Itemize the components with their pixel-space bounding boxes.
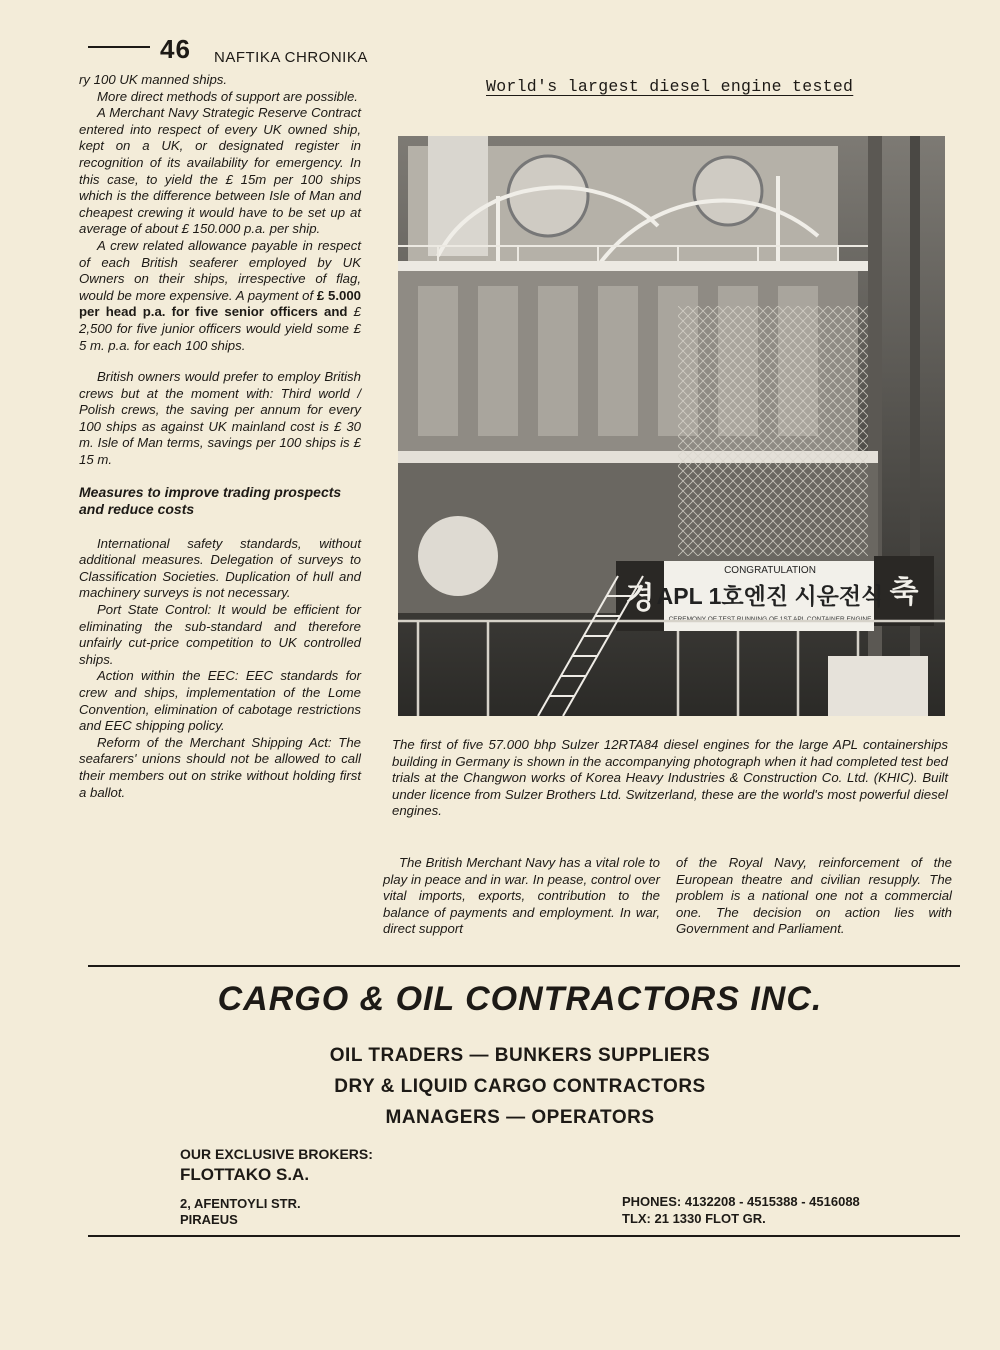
paragraph: British owners would prefer to employ British crews but at the moment with: Third world / Polish crews, the saving per annum for every 100 ships as against UK mainland cost is £ 30 m. Isle of Man terms, savings per 100 ships is £ 15 m.	[79, 369, 361, 468]
paragraph: A Merchant Navy Strategic Reserve Contract entered into respect of every UK owned ship, kept on a UK, or designated register in recognition of its availability for emergency. In this case, to yield the £ 15m per 100 ships which is the difference between Isle of Man and cheapest crewing it would have to be set up at average of about £ 150.000 p.a. per ship.	[79, 105, 361, 237]
paragraph-text: A crew related allowance payable in respect of each British seaferer employed by UK Owners on their ships, irrespective of flag, would be more expensive. A payment of	[79, 237, 361, 303]
left-article-column	[79, 72, 361, 801]
ad-address-line: 2, AFENTOYLI STR.	[180, 1196, 301, 1211]
story-headline-text: World's largest diesel engine tested	[486, 77, 854, 96]
ad-service-line: OIL TRADERS — BUNKERS SUPPLIERS	[329, 1045, 711, 1066]
ad-bottom-rule	[88, 1235, 960, 1237]
paragraph: Reform of the Merchant Shipping Act: The seafarers' unions should not be allowed to call their members out on strike without holding first a ballot.	[79, 734, 361, 800]
banner-left-char: 경	[625, 582, 655, 615]
safety-net	[678, 306, 868, 556]
banner-right-char: 축	[889, 576, 919, 609]
ad-telex: TLX: 21 1330 FLOT GR.	[622, 1211, 766, 1226]
upper-walkway	[398, 261, 868, 271]
control-cabinet	[828, 656, 928, 716]
ad-broker-name: FLOTTAKO S.A.	[180, 1165, 310, 1184]
banner-top-text: CONGRATULATION	[724, 565, 816, 576]
ad-address-city: PIRAEUS	[180, 1212, 238, 1227]
ad-service-line: MANAGERS — OPERATORS	[385, 1107, 655, 1128]
story-column-left: The British Merchant Navy has a vital role to play in peace and in war. In pease, control over vital imports, exports, contribution to the balance of payments and employment. In war, direct support	[383, 855, 660, 937]
bold-text: £ 5.000 per head p.a. for five senior officers and	[79, 287, 361, 320]
turbocharger-housing	[694, 157, 762, 225]
paragraph	[79, 238, 361, 354]
hall-column	[910, 136, 920, 716]
ad-service-line: DRY & LIQUID CARGO CONTRACTORS	[334, 1076, 706, 1097]
paragraph: International safety standards, without additional measures. Delegation of surveys to Classification Societies. Duplication of hull and machinery surveys is not necessary.	[79, 535, 361, 601]
page-number: 46	[160, 34, 191, 64]
paragraph: More direct methods of support are possible.	[97, 88, 358, 104]
ad-phones: PHONES: 4132208 - 4515388 - 4516088	[622, 1194, 860, 1209]
paragraph: Port State Control: It would be efficient for eliminating the sub-standard and therefore unfairly cut-price competition to UK controlled ships.	[79, 602, 361, 667]
paragraph: ry 100 UK manned ships.	[79, 72, 228, 87]
turbocharger-housing	[508, 156, 588, 236]
story-headline	[486, 77, 906, 96]
photo-caption: The first of five 57.000 bhp Sulzer 12RTA84 diesel engines for the large APL containerships building in Germany is shown in the accompanying photograph when it had completed test bed trials at the Changwon works of Korea Heavy Industries & Construction Co. Ltd. (KHIC). Built under licence from Sulzer Brothers Ltd. Switzerland, these are the world's most powerful diesel engines.	[392, 737, 948, 819]
engine-photograph	[398, 136, 945, 716]
ad-company-name: CARGO & OIL CONTRACTORS INC.	[217, 980, 823, 1018]
engine-photo-illustration	[398, 136, 945, 716]
section-heading: Measures to improve trading prospects and reduce costs	[79, 483, 342, 517]
ad-top-rule	[88, 965, 960, 967]
publication-title: NAFTIKA CHRONIKA	[214, 49, 368, 66]
paragraph-text: £ 2,500 for five junior officers would yield some £ 5 m. p.a. for each 100 ships.	[79, 304, 361, 353]
ad-brokers-label: OUR EXCLUSIVE BROKERS:	[180, 1146, 373, 1162]
paragraph: Action within the EEC: EEC standards for crew and ships, implementation of the Lome Convention, elimination of cabotage restrictions and EEC shipping policy.	[79, 668, 361, 734]
turbocharger	[428, 136, 488, 256]
flywheel	[418, 516, 498, 596]
banner-main-text: APL 1호엔진 시운전식	[656, 583, 884, 609]
story-column-right: of the Royal Navy, reinforcement of the European theatre and civilian resupply. The problem is a national one not a commercial one. The decision on action lies with Government and Parliament.	[676, 855, 952, 937]
banner-sub-text: CEREMONY OF TEST RUNNING OF 1ST APL CONTAINER ENGINE	[668, 616, 872, 623]
header-rule	[88, 46, 150, 48]
